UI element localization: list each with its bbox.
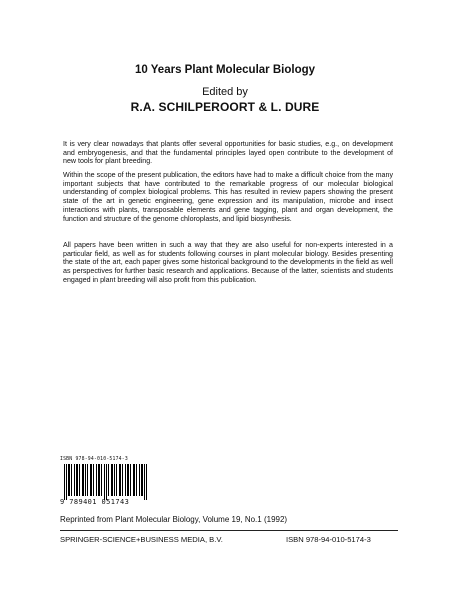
barcode-isbn-label: ISBN 978-94-010-5174-3 [60, 457, 128, 462]
publisher-name: SPRINGER-SCIENCE+BUSINESS MEDIA, B.V. [60, 535, 223, 544]
description-paragraph-1: It is very clear nowadays that plants offer several opportunities for basic studies, e.g., on development and embryogenesis, and that the fundamental principles layed open contribute to the development of new tools for plant breeding. [63, 140, 393, 166]
barcode-icon [64, 464, 150, 500]
footer-divider [60, 530, 398, 531]
editors-names: R.A. SCHILPEROORT & L. DURE [130, 100, 320, 114]
description-paragraph-3: All papers have been written in such a way that they are also useful for non-experts interested in a particular field, as well as for students following courses in plant molecular biology. Besides presenting the state of the art, each paper gives some historical background to the developments in the field as well as perspectives for further basic research and applications. Because of the latter, scientists and students engaged in plant breeding will also profit from this publication. [63, 241, 393, 284]
barcode-block [60, 457, 152, 507]
footer-isbn: ISBN 978-94-010-5174-3 [286, 535, 371, 544]
edited-by-label: Edited by [202, 86, 248, 98]
reprint-note: Reprinted from Plant Molecular Biology, Volume 19, No.1 (1992) [60, 515, 288, 524]
barcode-digits: 9 789401 051743 [60, 498, 130, 506]
book-title: 10 Years Plant Molecular Biology [134, 64, 316, 76]
description-paragraph-2: Within the scope of the present publication, the editors have had to make a difficult choice from the many important subjects that have contributed to the remarkable progress of our molecular biological understanding of complex biological problems. This has resulted in review papers showing the present state of the art in genetic engineering, gene expression and its manipulation, microbe and insect interactions with plants, transposable elements and gene tagging, plant and organ development, the function and structure of the genome chloroplasts, and lipid biosynthesis. [63, 171, 393, 223]
